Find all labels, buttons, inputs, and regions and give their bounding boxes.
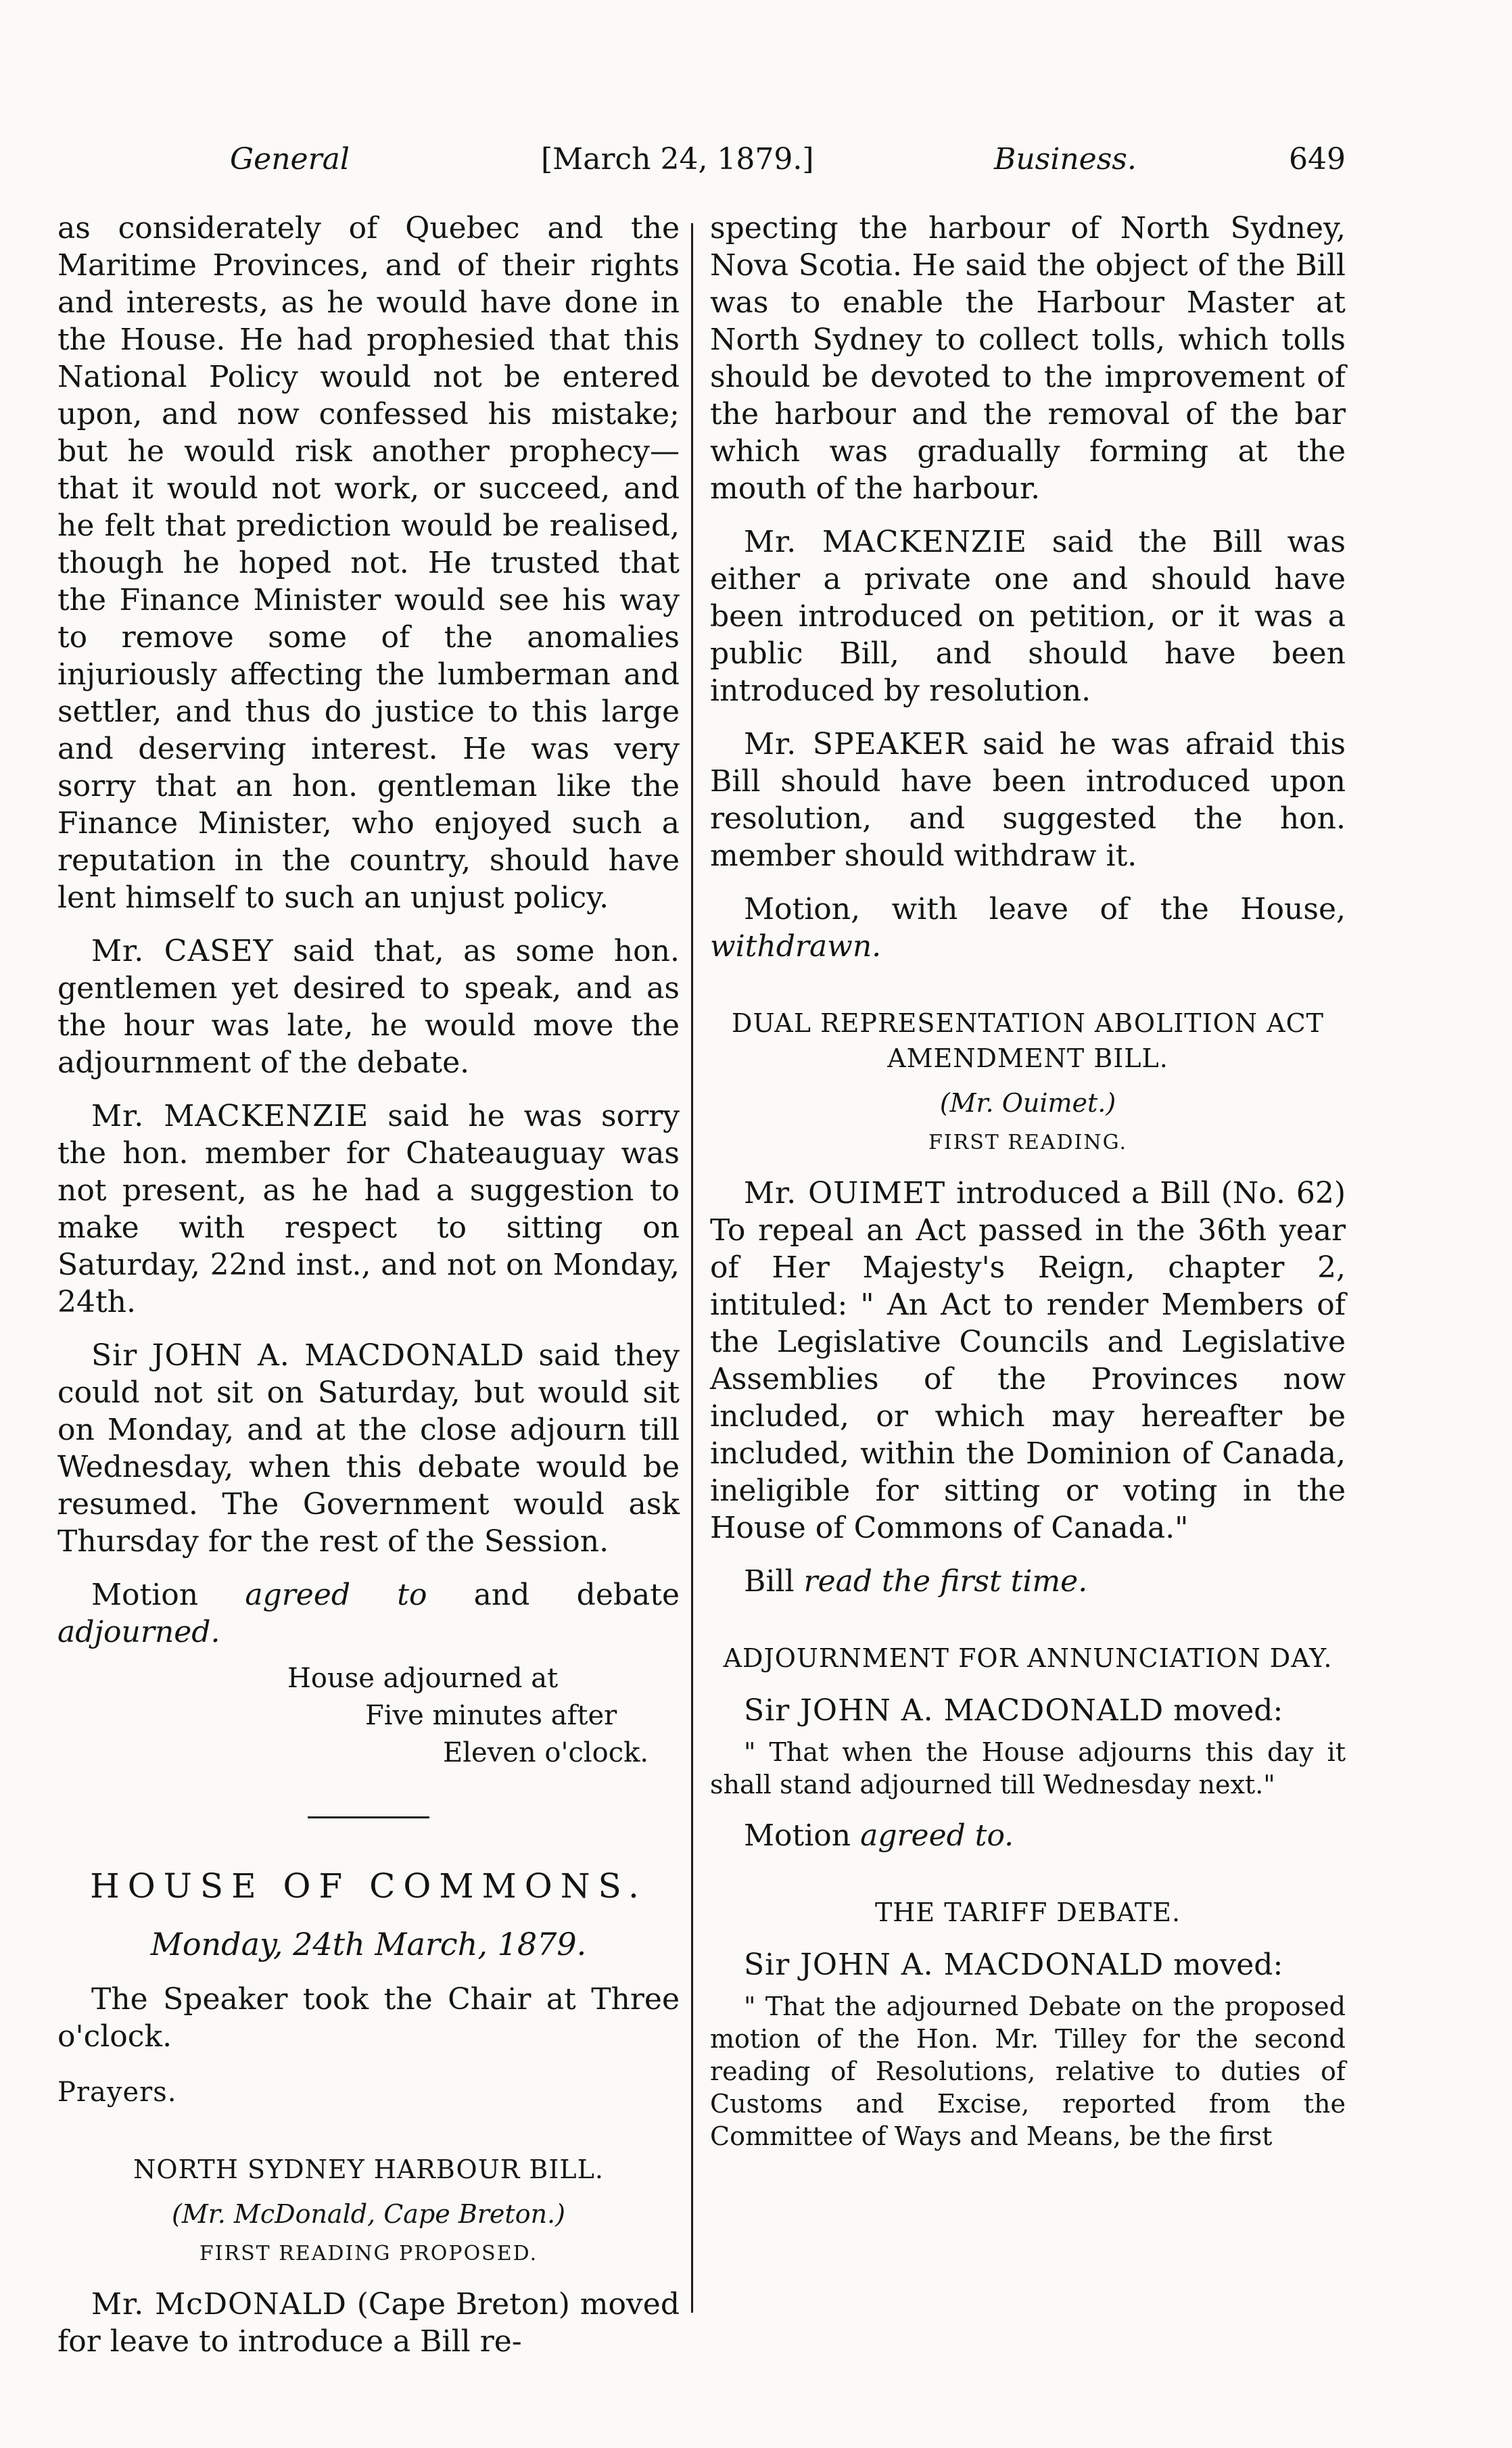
dual-bill-stage: FIRST READING. [928, 1131, 1128, 1154]
speech-text: said he was sorry the hon. member for Chateauguay was not present, as he had a suggestion to make with respect to sitting on Saturday, 22nd inst., and not on Monday, 24th. [57, 1099, 680, 1319]
speech-text: said that, as some hon. gentlemen yet desired to speak, and as the hour was late, he would move the adjournment of the debate. [57, 934, 680, 1080]
moved-label: moved: [1173, 1948, 1283, 1982]
bill-mover: (Mr. McDonald, Cape Breton.) [172, 2199, 565, 2229]
header-right: Business. [994, 142, 1137, 176]
motion-italic: agreed to. [860, 1818, 1014, 1853]
resolution-text: " That the adjourned Debate on the proposed motion of the Hon. Mr. Tilley for the second reading of Resolutions, relative to duties of Customs and Excise, reported from the Committee of Ways and Means, be the first [710, 1992, 1346, 2151]
motion-paragraph [57, 1576, 680, 1651]
continued-paragraph: as considerately of Quebec and the Maritime Provinces, and of their rights and interests, as he would have done in the House. He had prophesied that this National Policy would not be entered upon, and now confessed his mistake; but he would risk another prophecy—that it would not work, or succeed, and he felt that prediction would be realised, though he hoped not. He trusted that the Finance Minister would see his way to remove some of the anomalies injuriously affecting the lumberman and settler, and thus do justice to this large and deserving interest. He was very sorry that an hon. gentleman like the Finance Minister, who enjoyed such a reputation in the country, should have lent himself to such an unjust policy. [57, 211, 680, 915]
adjourned-line: Five minutes after [365, 1700, 617, 1731]
motion-italic: adjourned. [57, 1615, 220, 1649]
chair-paragraph: The Speaker took the Chair at Three o'clock. [57, 1982, 680, 2054]
agreed-paragraph [710, 1817, 1346, 1854]
sir-john-moved-1 [710, 1692, 1346, 1729]
left-column [57, 210, 680, 2360]
motion-italic: read the first time. [803, 1564, 1088, 1599]
sir-john-moved-2 [710, 1946, 1346, 1983]
bill-title: NORTH SYDNEY HARBOUR BILL. [133, 2155, 604, 2184]
speech-text: said the Bill was either a private one and should have been introduced on petition, or it was a public Bill, and should have been introduced by resolution. [710, 525, 1346, 708]
speaker-name: Mr. CASEY [91, 934, 274, 968]
speaker-name: Mr. MACKENZIE [744, 525, 1028, 559]
dual-bill-mover: (Mr. Ouimet.) [939, 1088, 1116, 1118]
header-left: General [230, 142, 350, 176]
section-rule [308, 1816, 429, 1818]
mackenzie-paragraph [57, 1098, 680, 1321]
motion-text: Motion [91, 1578, 245, 1612]
casey-paragraph [57, 933, 680, 1081]
bill-stage: FIRST READING PROPOSED. [199, 2242, 538, 2265]
adjourned-note [57, 1660, 680, 1772]
ouimet-paragraph [710, 1175, 1346, 1547]
house-title: HOUSE OF COMMONS. [90, 1866, 647, 1906]
tariff-title: THE TARIFF DEBATE. [874, 1898, 1181, 1927]
adjourned-line: House adjourned at [287, 1663, 559, 1694]
bill-read-paragraph [710, 1563, 1346, 1600]
motion-text: Motion [744, 1818, 861, 1853]
running-header [230, 133, 1346, 187]
mackenzie-paragraph [710, 523, 1346, 709]
motion-text: Motion, with leave of the House, [744, 892, 1346, 926]
speaker-name: Mr. OUIMET [744, 1176, 946, 1210]
speech-text: said they could not sit on Saturday, but would sit on Monday, and at the close adjourn till Wednesday, when this debate would be resumed. The Government would ask Thursday for the rest of the Session. [57, 1338, 680, 1559]
dual-bill-title: DUAL REPRESENTATION ABOLITION ACT AMENDMENT BILL. [731, 1008, 1324, 1073]
motion-italic: agreed to [245, 1578, 427, 1612]
continued-paragraph: specting the harbour of North Sydney, Nova Scotia. He said the object of the Bill was to enable the Harbour Master at North Sydney to collect tolls, which tolls should be devoted to the improvement of the harbour and the removal of the bar which was gradually forming at the mouth of the harbour. [710, 211, 1346, 506]
motion-text: Bill [744, 1564, 804, 1599]
motion-italic: withdrawn. [710, 929, 882, 964]
column-divider [691, 223, 693, 2313]
speech-text: said he was afraid this Bill should have been introduced upon resolution, and suggested the hon. member should withdraw it. [710, 727, 1346, 873]
speaker-name: Mr. McDONALD [91, 2287, 347, 2322]
speaker-paragraph [710, 726, 1346, 874]
macdonald-paragraph [57, 1337, 680, 1560]
header-date: [March 24, 1879.] [541, 142, 814, 176]
page-number: 649 [1289, 142, 1346, 176]
resolution-text: " That when the House adjourns this day it shall stand adjourned till Wednesday next." [710, 1737, 1346, 1799]
speaker-name: Sir JOHN A. MACDONALD [91, 1338, 525, 1373]
speaker-name: Mr. SPEAKER [744, 727, 968, 761]
withdraw-paragraph [710, 891, 1346, 965]
speaker-name: Sir JOHN A. MACDONALD [744, 1948, 1164, 1982]
mcdonald-paragraph [57, 2286, 680, 2360]
motion-text: and debate [427, 1578, 680, 1612]
speaker-name: Sir JOHN A. MACDONALD [744, 1693, 1164, 1728]
speech-text: introduced a Bill (No. 62) To repeal an Act passed in the 36th year of Her Majesty's Reign, chapter 2, intituled: " An Act to render Members of the Legislative Councils and Legislative Assemblies of the Provinces now included, or which may hereafter be included, within the Dominion of Canada, ineligible for sitting or voting in the House of Commons of Canada." [710, 1176, 1346, 1545]
adjourned-line: Eleven o'clock. [443, 1737, 649, 1768]
prayers-label: Prayers. [57, 2077, 177, 2108]
speaker-name: Mr. MACKENZIE [91, 1099, 369, 1133]
annunciation-title: ADJOURNMENT FOR ANNUNCIATION DAY. [723, 1643, 1333, 1673]
speech-text: (Cape Breton) moved for leave to introduce a Bill re- [57, 2287, 680, 2359]
moved-label: moved: [1173, 1693, 1283, 1728]
right-column [710, 210, 1346, 2152]
sitting-date: Monday, 24th March, 1879. [150, 1926, 587, 1962]
